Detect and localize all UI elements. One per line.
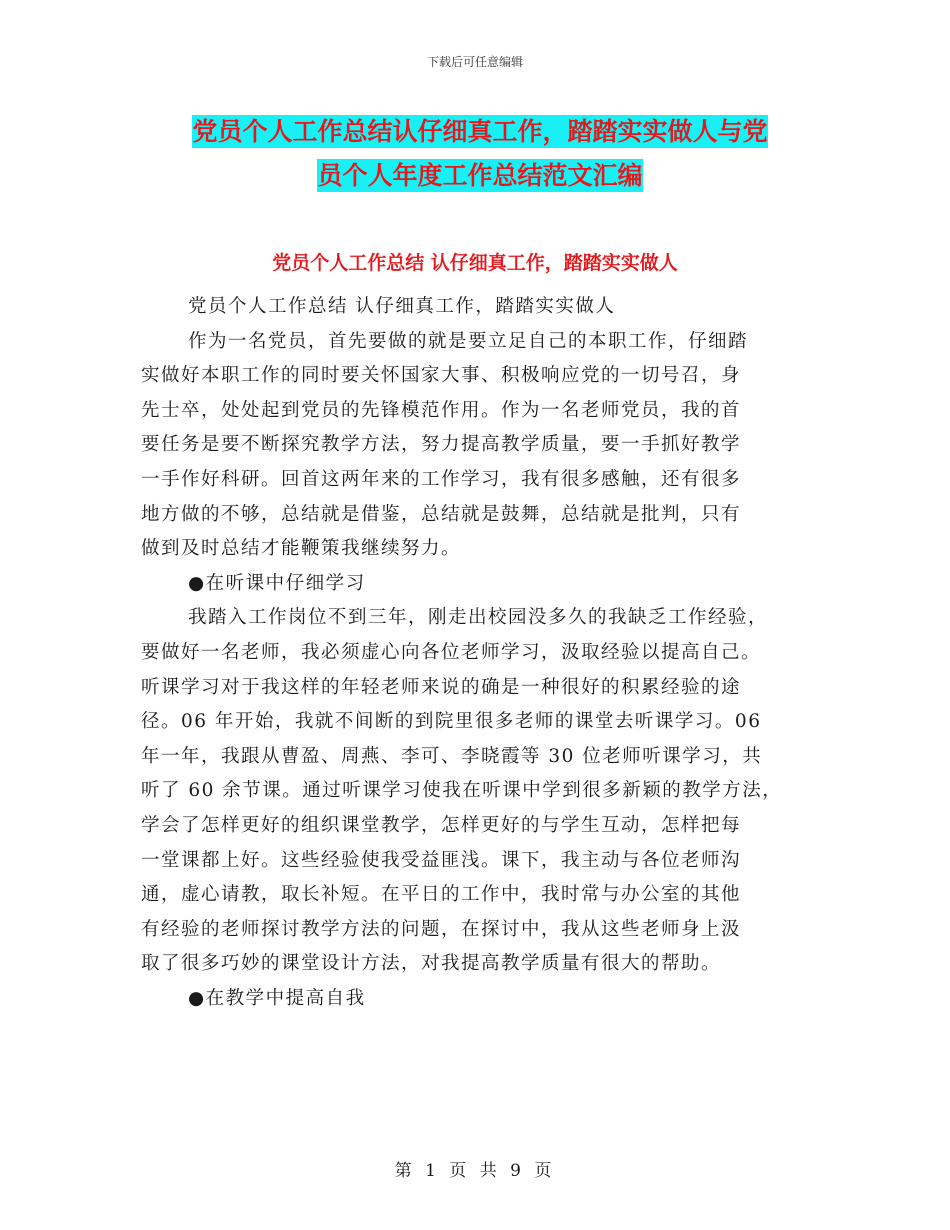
body-line: 一堂课都上好。这些经验使我受益匪浅。课下，我主动与各位老师沟 [141,849,742,871]
section-title: 党员个人工作总结 认仔细真工作，踏踏实实做人 [272,252,678,274]
page-footer: 第 1 页 共 9 页 [394,1161,556,1181]
body-line: 径。06 年开始，我就不间断的到院里很多老师的课堂去听课学习。06 [141,711,762,733]
body-line: 听了 60 余节课。通过听课学习使我在听课中学到很多新颖的教学方法， [141,780,783,802]
document-title [140,110,820,198]
header-note: 下载后可任意编辑 [426,55,523,69]
body-line: 党员个人工作总结 认仔细真工作，踏踏实实做人 [188,296,616,317]
body-line: 实做好本职工作的同时要关怀国家大事、积极响应党的一切号召，身 [141,365,742,387]
body-line: 取了很多巧妙的课堂设计方法，对我提高教学质量有很大的帮助。 [141,953,722,975]
body-line: 作为一名党员，首先要做的就是要立足自己的本职工作，仔细踏 [188,330,749,352]
body-line: 要任务是要不断探究教学方法，努力提高教学质量，要一手抓好教学 [141,434,742,456]
body-line: 地方做的不够，总结就是借鉴，总结就是鼓舞，总结就是批判，只有 [141,503,742,525]
bullet-heading: ●在教学中提高自我 [188,987,366,1009]
body-line: 听课学习对于我这样的年轻老师来说的确是一种很好的积累经验的途 [141,676,742,698]
body-line: 学会了怎样更好的组织课堂教学，怎样更好的与学生互动，怎样把每 [141,814,742,836]
body-line: 要做好一名老师，我必须虚心向各位老师学习，汲取经验以提高自己。 [141,641,762,663]
body-line: 通，虚心请教，取长补短。在平日的工作中，我时常与办公室的其他 [141,884,742,906]
body-line: 一手作好科研。回首这两年来的工作学习，我有很多感触，还有很多 [141,468,742,490]
title-line-2: 员个人年度工作总结范文汇编 [317,161,643,190]
body-line: 做到及时总结才能鞭策我继续努力。 [141,538,462,560]
body-line: 先士卒，处处起到党员的先锋模范作用。作为一名老师党员，我的首 [141,399,742,421]
body-line: 我踏入工作岗位不到三年，刚走出校园没多久的我缺乏工作经验， [188,607,769,629]
bullet-heading: ●在听课中仔细学习 [188,572,366,594]
body-line: 有经验的老师探讨教学方法的问题，在探讨中，我从这些老师身上汲 [141,918,742,940]
body-line: 年一年，我跟从曹盈、周燕、李可、李晓霞等 30 位老师听课学习，共 [141,745,763,767]
title-line-1: 党员个人工作总结认仔细真工作，踏踏实实做人与党 [192,117,768,146]
document-body [141,290,821,1016]
